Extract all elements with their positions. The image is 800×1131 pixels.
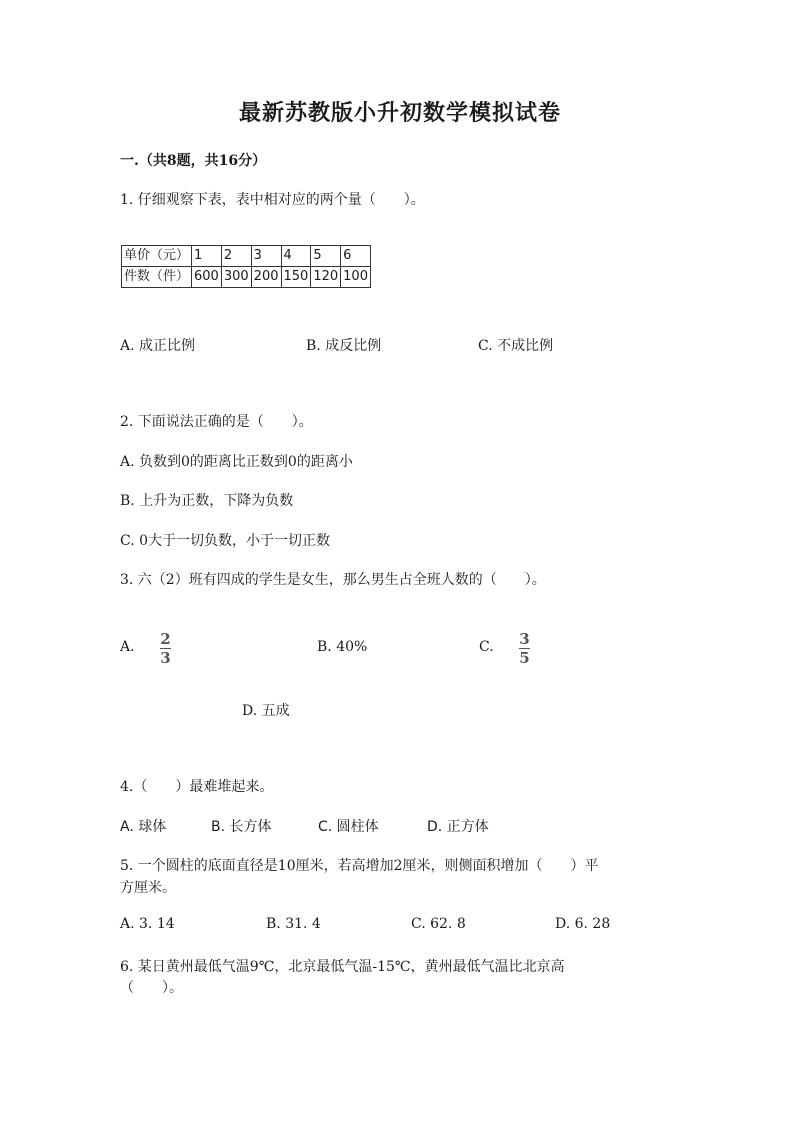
fraction-numerator: 3 [519,630,530,648]
table-cell: 4 [281,246,311,267]
q1-option-c: C. 不成比例 [478,338,554,354]
table-cell: 100 [341,267,371,288]
q2-option-b: B. 上升为正数，下降为负数 [120,493,294,509]
table-cell: 120 [311,267,341,288]
table-cell: 300 [221,267,251,288]
q3-option-d: D. 五成 [242,703,290,719]
fraction-denominator: 3 [160,649,171,667]
question-2-stem: 2. 下面说法正确的是（ ）。 [120,414,313,430]
table-cell: 2 [221,246,251,267]
page-title: 最新苏教版小升初数学模拟试卷 [238,100,561,126]
q2-option-a: A. 负数到0的距离比正数到0的距离小 [120,454,353,470]
table-cell: 600 [192,267,222,288]
price-quantity-table [121,245,371,288]
table-cell: 单价（元） [122,246,192,267]
question-5-stem-line2: 方厘米。 [120,880,176,896]
q4-option-a: A. 球体 [120,819,167,835]
q1-option-b: B. 成反比例 [306,338,382,354]
q3-option-c-fraction [519,632,530,665]
table-row [122,246,371,267]
table-cell: 150 [281,267,311,288]
q2-option-c: C. 0大于一切负数，小于一切正数 [120,533,331,549]
q3-option-b: B. 40% [317,639,368,655]
question-5-stem-line1: 5. 一个圆柱的底面直径是10厘米，若高增加2厘米，则侧面积增加（ ）平 [120,858,599,874]
q5-option-c: C. 62. 8 [411,916,466,932]
table-cell: 件数（件） [122,267,192,288]
table-row [122,267,371,288]
q5-option-d: D. 6. 28 [555,916,611,932]
q1-option-a: A. 成正比例 [120,338,196,354]
q5-option-a: A. 3. 14 [120,916,175,932]
q3-option-a-fraction [160,632,171,665]
question-4-stem: 4.（ ）最难堆起来。 [120,779,274,795]
table-cell: 3 [251,246,281,267]
q4-option-b: B. 长方体 [211,819,272,835]
question-6-stem-line1: 6. 某日黄州最低气温9℃，北京最低气温-15℃，黄州最低气温比北京高 [120,959,565,975]
table-cell: 200 [251,267,281,288]
fraction-denominator: 5 [519,649,530,667]
section-heading: 一.（共8题，共16分） [120,153,267,169]
question-6-stem-line2: （ ）。 [120,980,183,996]
q3-option-a-label: A. [120,639,135,655]
table-cell: 6 [341,246,371,267]
q4-option-c: C. 圆柱体 [318,819,379,835]
q4-option-d: D. 正方体 [427,819,489,835]
table-cell: 5 [311,246,341,267]
q3-option-c-label: C. [479,639,494,655]
question-1-stem: 1. 仔细观察下表，表中相对应的两个量（ ）。 [120,192,425,208]
q5-option-b: B. 31. 4 [266,916,321,932]
question-3-stem: 3. 六（2）班有四成的学生是女生，那么男生占全班人数的（ ）。 [120,572,546,588]
table-cell: 1 [192,246,222,267]
fraction-numerator: 2 [160,630,171,648]
